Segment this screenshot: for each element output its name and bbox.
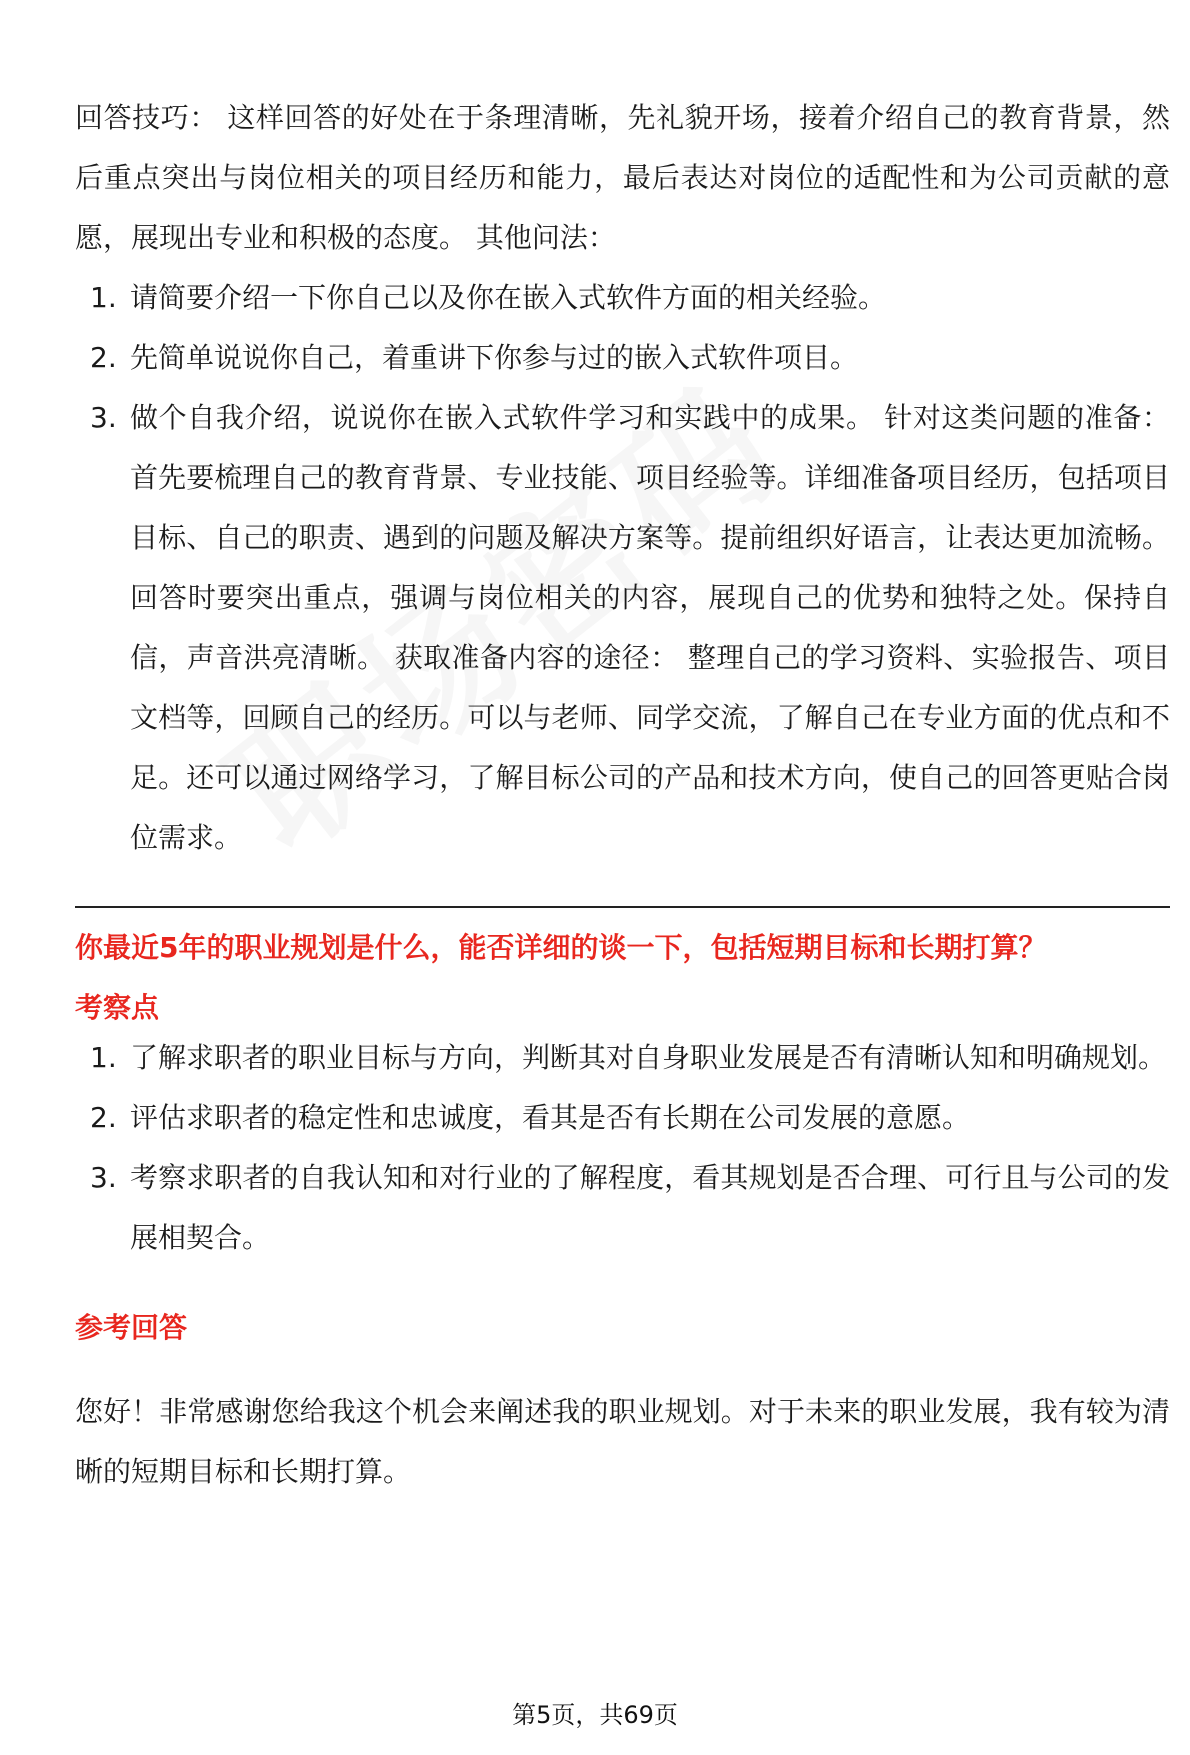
- tips-paragraph: 回答技巧： 这样回答的好处在于条理清晰，先礼貌开场，接着介绍自己的教育背景，然后重点突出与岗位相关的项目经历和能力，最后表达对岗位的适配性和为公司贡献的意愿，展现出专业和积极的态度。 其他问法：: [75, 101, 1170, 254]
- list-item-text: 评估求职者的稳定性和忠诚度，看其是否有长期在公司发展的意愿。: [130, 1101, 971, 1134]
- list-item-text: 先简单说说你自己，着重讲下你参与过的嵌入式软件项目。: [130, 341, 859, 374]
- list-number: 1.: [90, 281, 117, 314]
- answer-paragraph: 您好！非常感谢您给我这个机会来阐述我的职业规划。对于未来的职业发展，我有较为清晰的短期目标和长期打算。: [75, 1395, 1170, 1488]
- list-item: [75, 388, 1170, 868]
- list-item: [75, 328, 1170, 388]
- list-number: 3.: [90, 1161, 117, 1194]
- list-item: [75, 268, 1170, 328]
- list-item: [75, 1088, 1170, 1148]
- section-divider: [75, 906, 1170, 908]
- list-number: 1.: [90, 1041, 117, 1074]
- reference-answer-label: 参考回答: [75, 1311, 188, 1344]
- list-item: [75, 1148, 1170, 1268]
- list-number: 2.: [90, 1101, 117, 1134]
- tips-list: [75, 268, 1170, 868]
- list-number: 3.: [90, 401, 117, 434]
- exam-points-list: [75, 1028, 1170, 1268]
- list-number: 2.: [90, 341, 117, 374]
- list-item: [75, 1028, 1170, 1088]
- list-item-text: 做个自我介绍，说说你在嵌入式软件学习和实践中的成果。 针对这类问题的准备： 首先要梳理自己的教育背景、专业技能、项目经验等。详细准备项目经历，包括项目目标、自己的职责、遇到的问题及解决方案等。提前组织好语言，让表达更加流畅。 回答时要突出重点，强调与岗位相关的内容，展现自己的优势和独特之处。保持自信，声音洪亮清晰。 获取准备内容的途径： 整理自己的学习资料、实验报告、项目文档等，回顾自己的经历。可以与老师、同学交流，了解自己在专业方面的优点和不足。还可以通过网络学习，了解目标公司的产品和技术方向，使自己的回答更贴合岗位需求。: [130, 401, 1170, 854]
- list-item-text: 请简要介绍一下你自己以及你在嵌入式软件方面的相关经验。: [130, 281, 887, 314]
- question-heading: 你最近5年的职业规划是什么，能否详细的谈一下，包括短期目标和长期打算？: [75, 931, 1047, 964]
- page-footer: 第5页，共69页: [512, 1701, 678, 1729]
- document-page: [75, 88, 1170, 1502]
- list-item-text: 了解求职者的职业目标与方向，判断其对自身职业发展是否有清晰认知和明确规划。: [130, 1041, 1167, 1074]
- exam-points-label: 考察点: [75, 991, 160, 1024]
- list-item-text: 考察求职者的自我认知和对行业的了解程度，看其规划是否合理、可行且与公司的发展相契合。: [130, 1161, 1170, 1254]
